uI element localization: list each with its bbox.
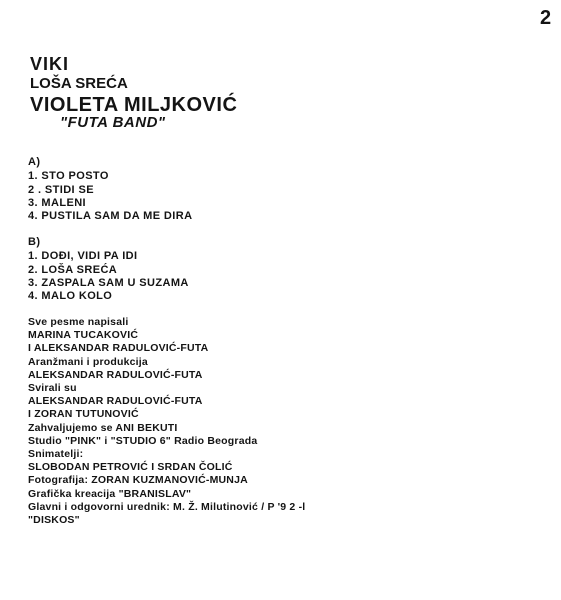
- track-item: 1. STO POSTO: [28, 170, 109, 183]
- side-a-label: A): [28, 156, 41, 168]
- credit-line: ALEKSANDAR RADULOVIĆ-FUTA: [28, 395, 203, 408]
- credit-line: I ZORAN TUTUNOVIĆ: [28, 408, 139, 421]
- credit-line: MARINA TUCAKOVIĆ: [28, 329, 139, 342]
- credit-line: "DISKOS": [28, 514, 80, 527]
- credit-line: Sve pesme napisali: [28, 316, 129, 328]
- credit-line: Svirali su: [28, 382, 77, 395]
- credit-line: Snimatelji:: [28, 448, 84, 461]
- credit-line: Studio "PINK" i "STUDIO 6" Radio Beograda: [28, 434, 258, 447]
- track-item: 2 . STIDI SE: [28, 183, 94, 196]
- band-name: "FUTA BAND": [60, 114, 166, 131]
- credits-block: [28, 316, 305, 527]
- track-item: 3. MALENI: [28, 196, 86, 209]
- side-b: [28, 236, 189, 303]
- credit-line: Grafička kreacija "BRANISLAV": [28, 487, 192, 500]
- track-item: 4. MALO KOLO: [28, 290, 113, 303]
- track-item: 3. ZASPALA SAM U SUZAMA: [28, 276, 189, 289]
- credit-line: I ALEKSANDAR RADULOVIĆ-FUTA: [28, 342, 209, 355]
- credit-line: SLOBODAN PETROVIĆ I SRDAN ČOLIĆ: [28, 461, 233, 474]
- artist-name: VIOLETA MILJKOVIĆ: [30, 94, 238, 116]
- album-title: LOŠA SREĆA: [30, 75, 128, 92]
- credit-line: Glavni i odgovorni urednik: M. Ž. Milutinović / P '9 2 -l: [28, 500, 306, 513]
- track-item: 1. DOĐI, VIDI PA IDI: [28, 250, 138, 263]
- credit-line: Aranžmani i produkcija: [28, 355, 148, 368]
- corner-mark: 2: [540, 7, 553, 29]
- side-a: [28, 156, 192, 223]
- side-b-label: B): [28, 236, 41, 248]
- credit-line: Fotografija: ZORAN KUZMANOVIĆ-MUNJA: [28, 474, 248, 487]
- track-item: 2. LOŠA SREĆA: [28, 263, 118, 276]
- track-item: 4. PUSTILA SAM DA ME DIRA: [28, 210, 193, 223]
- credit-line: Zahvaljujemo se ANI BEKUTI: [28, 421, 178, 434]
- header-title: VIKI: [30, 54, 70, 74]
- credit-line: ALEKSANDAR RADULOVIĆ-FUTA: [28, 368, 203, 381]
